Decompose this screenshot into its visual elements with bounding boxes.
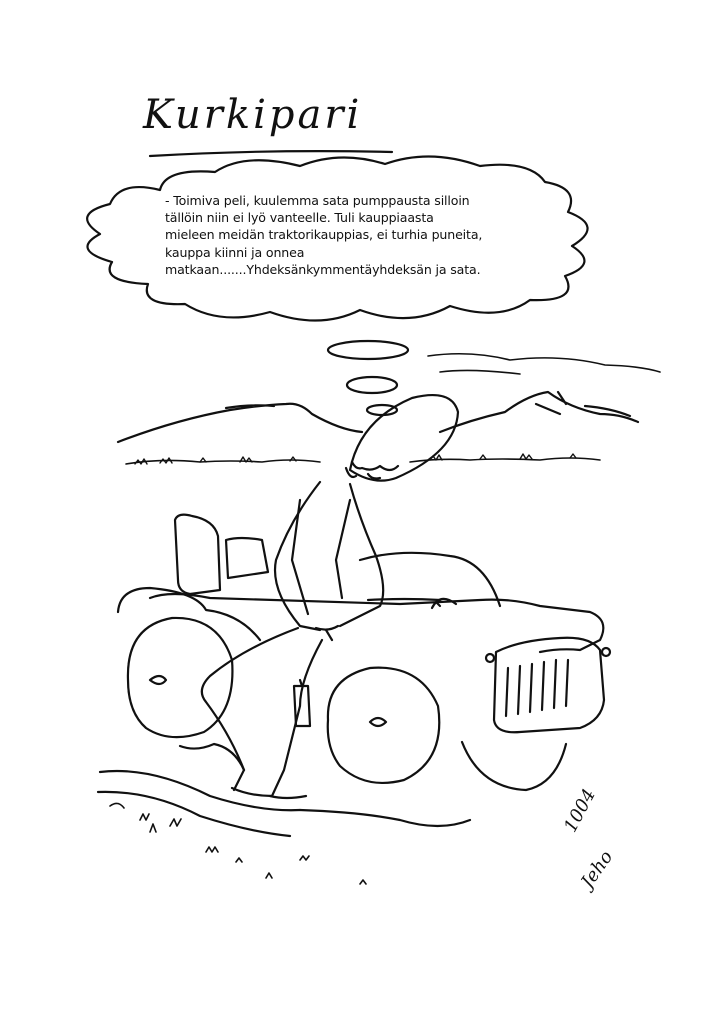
signature-year: 1004 [560, 785, 601, 836]
headlight-right [602, 648, 610, 656]
figure-legs [202, 628, 322, 796]
figure-torso [275, 482, 383, 630]
figure-face [346, 462, 398, 479]
cartoon-title: Kurkipari [143, 92, 363, 138]
road-edge-front [300, 810, 470, 826]
road-edge-lower [98, 792, 290, 836]
jeep-side [150, 594, 603, 652]
jeep-front-wheel-2 [462, 742, 566, 790]
figure-belt [316, 626, 338, 640]
jeep-seat-pad [226, 538, 268, 578]
thought-bubble-small [367, 405, 397, 415]
rear-wheel-hub [150, 676, 166, 684]
mid-ridge [440, 370, 520, 374]
thought-line: kauppa kiinni ja onnea [165, 244, 305, 260]
road-edge-upper [100, 771, 300, 810]
signature-name: Jeho [577, 846, 618, 893]
jeep-grille-frame [494, 638, 604, 733]
figure-arm [292, 500, 350, 614]
hills-horizon [118, 392, 638, 442]
thought-text [165, 192, 560, 278]
jeep-hood [360, 553, 500, 606]
thought-line: tällöin niin ei lyö vanteelle. Tuli kauppiaasta [165, 210, 434, 226]
road-ditch-marks [110, 803, 366, 884]
jeep-front-fender [118, 588, 260, 640]
thought-bubble-large [328, 341, 408, 359]
title-underline [150, 151, 392, 156]
jeep-grille-slats [506, 660, 568, 716]
thought-bubble-medium [347, 377, 397, 393]
jeep-seat-back [175, 515, 220, 594]
front-wheel-hub [370, 718, 386, 726]
far-ridge [428, 354, 660, 372]
headlight-left [486, 654, 494, 662]
thought-line: matkaan.......Yhdeksänkymmentäyhdeksän ja sata. [165, 261, 481, 277]
pump-cylinder [294, 680, 310, 726]
figure-head [350, 395, 458, 481]
grass-line [126, 458, 600, 464]
thought-line: mieleen meidän traktorikauppias, ei turhia puneita, [165, 227, 483, 243]
thought-line: - Toimiva peli, kuulemma sata pumppausta silloin [165, 193, 470, 208]
